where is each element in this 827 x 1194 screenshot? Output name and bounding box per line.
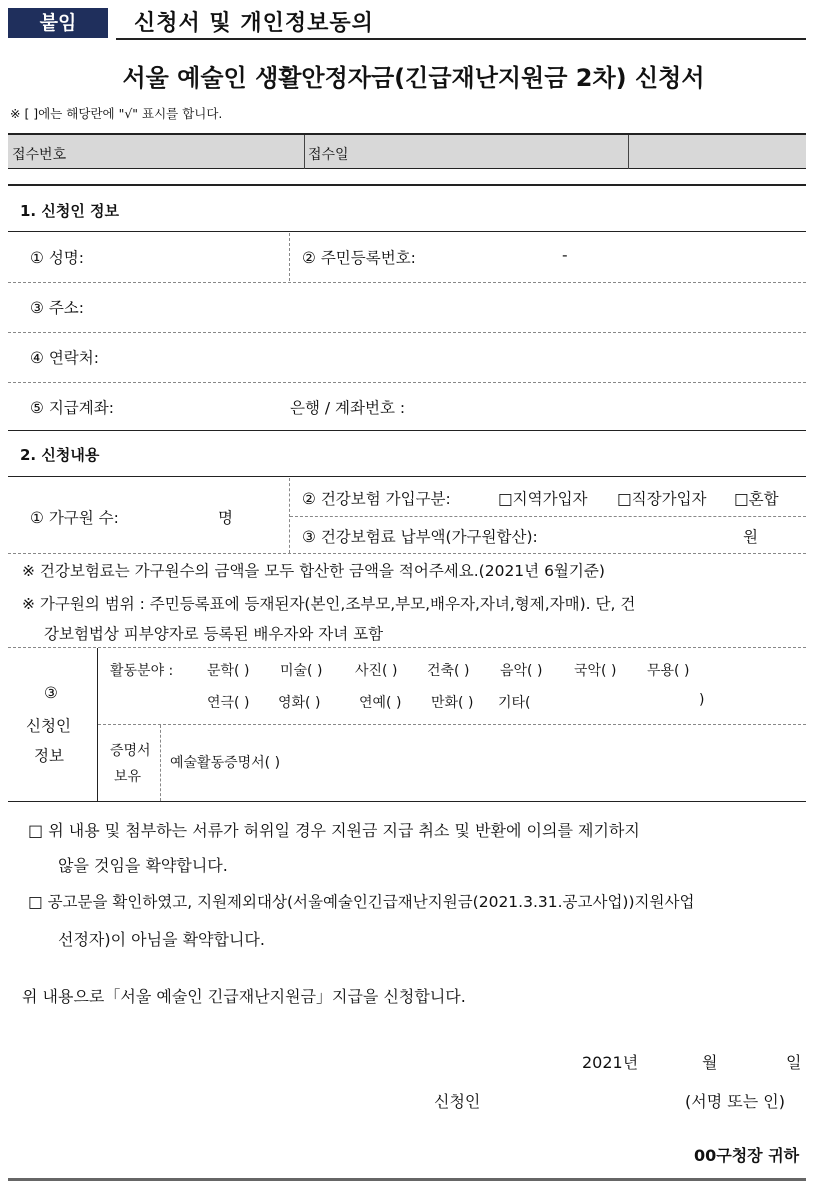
cert-label-2: 보유 [114, 769, 142, 785]
bottom-rule [8, 1178, 806, 1181]
cert-label: 증명서 [110, 743, 151, 759]
premium-field[interactable]: ③ 건강보험료 납부액(가구원합산): [302, 528, 538, 546]
household-scope-note: ※ 가구원의 범위 : 주민등록표에 등재된자(본인,조부모,부모,배우자,자녀,형제,자매). 단, 건 [22, 595, 636, 613]
field-photo[interactable]: 사진( ) [355, 663, 398, 679]
attachment-badge: 붙임 [8, 8, 108, 38]
divider [160, 725, 161, 801]
cert-field[interactable]: 예술활동증명서( ) [170, 755, 281, 771]
pledge-text-1-cont: 않을 것임을 확약합니다. [58, 856, 228, 875]
row-rule [8, 332, 806, 333]
section-rule [8, 430, 806, 431]
row-rule [8, 647, 806, 648]
receipt-number-label: 접수번호 [12, 147, 67, 163]
receipt-date-label: 접수일 [308, 147, 349, 163]
addressee: 00구청장 귀하 [694, 1146, 800, 1165]
premium-note: ※ 건강보험료는 가구원수의 금액을 모두 합산한 금액을 적어주세요.(2021년 6월기준) [22, 562, 605, 580]
rrn-field[interactable]: ② 주민등록번호: [302, 249, 416, 267]
option-mixed[interactable]: □혼합 [734, 490, 779, 508]
applicant-info-label-2: 정보 [34, 747, 64, 765]
name-field[interactable]: ① 성명: [30, 249, 84, 267]
closing-statement: 위 내용으로「서울 예술인 긴급재난지원금」지급을 신청합니다. [22, 987, 466, 1006]
row-rule [8, 231, 806, 232]
field-dance[interactable]: 무용( ) [647, 663, 690, 679]
household-scope-note-cont: 강보험법상 피부양자로 등록된 배우자와 자녀 포함 [44, 625, 384, 643]
field-comics[interactable]: 만화( ) [431, 695, 474, 711]
row-rule [8, 801, 806, 802]
divider [289, 233, 290, 281]
date-month[interactable]: 월 [702, 1053, 718, 1072]
field-traditional-music[interactable]: 국악( ) [574, 663, 617, 679]
signature-hint[interactable]: (서명 또는 인) [685, 1092, 785, 1111]
section2-title: 2. 신청내용 [20, 446, 100, 464]
insurance-type-label: ② 건강보험 가입구분: [302, 490, 451, 508]
row-rule [8, 553, 806, 554]
row-rule [8, 282, 806, 283]
field-architecture[interactable]: 건축( ) [427, 663, 470, 679]
date-day[interactable]: 일 [786, 1053, 802, 1072]
household-field[interactable]: ① 가구원 수: [30, 509, 119, 527]
option-workplace[interactable]: □직장가입자 [617, 490, 707, 508]
field-other-close: ) [699, 692, 705, 708]
contact-field[interactable]: ④ 연락처: [30, 349, 99, 367]
household-unit: 명 [218, 509, 233, 527]
applicant-info-label: 신청인 [26, 717, 71, 735]
header-title: 신청서 및 개인정보동의 [134, 11, 374, 36]
pledge-checkbox-2[interactable]: □ 공고문을 확인하였고, 지원제외대상(서울예술인긴급재난지원금(2021.3.31.공고사업))지원사업 [28, 893, 695, 911]
field-art[interactable]: 미술( ) [280, 663, 323, 679]
field-film[interactable]: 영화( ) [278, 695, 321, 711]
address-field[interactable]: ③ 주소: [30, 299, 84, 317]
row-rule [290, 516, 806, 517]
field-other[interactable]: 기타( [498, 695, 531, 711]
form-title: 서울 예술인 생활안정자금(긴급재난지원금 2차) 신청서 [122, 64, 705, 92]
account-field[interactable]: ⑤ 지급계좌: [30, 399, 114, 417]
check-note: ※ [ ]에는 해당란에 "√" 표시를 합니다. [10, 106, 223, 121]
activity-field-label: 활동분야 : [110, 663, 174, 679]
field-music[interactable]: 음악( ) [500, 663, 543, 679]
applicant-info-num: ③ [44, 684, 58, 702]
row-rule [8, 476, 806, 477]
date-year[interactable]: 2021년 [582, 1053, 639, 1072]
row-rule [8, 382, 806, 383]
divider [304, 135, 305, 169]
premium-unit: 원 [743, 528, 758, 546]
rrn-dash: - [562, 246, 568, 264]
divider [628, 135, 629, 169]
field-entertainment[interactable]: 연예( ) [359, 695, 402, 711]
field-theater[interactable]: 연극( ) [207, 695, 250, 711]
field-literature[interactable]: 문학( ) [207, 663, 250, 679]
pledge-checkbox-1[interactable]: □ 위 내용 및 첨부하는 서류가 허위일 경우 지원금 지급 취소 및 반환에 이의를 제기하지 [28, 821, 640, 840]
header-rule [116, 38, 806, 40]
section-rule [8, 184, 806, 186]
bank-account-field[interactable]: 은행 / 계좌번호 : [290, 399, 406, 417]
row-rule [98, 724, 806, 725]
option-regional[interactable]: □지역가입자 [498, 490, 588, 508]
pledge-text-2-cont: 선정자)이 아님을 확약합니다. [58, 930, 265, 949]
applicant-signature-label: 신청인 [434, 1092, 481, 1111]
receipt-bar [8, 133, 806, 169]
section1-title: 1. 신청인 정보 [20, 202, 120, 220]
